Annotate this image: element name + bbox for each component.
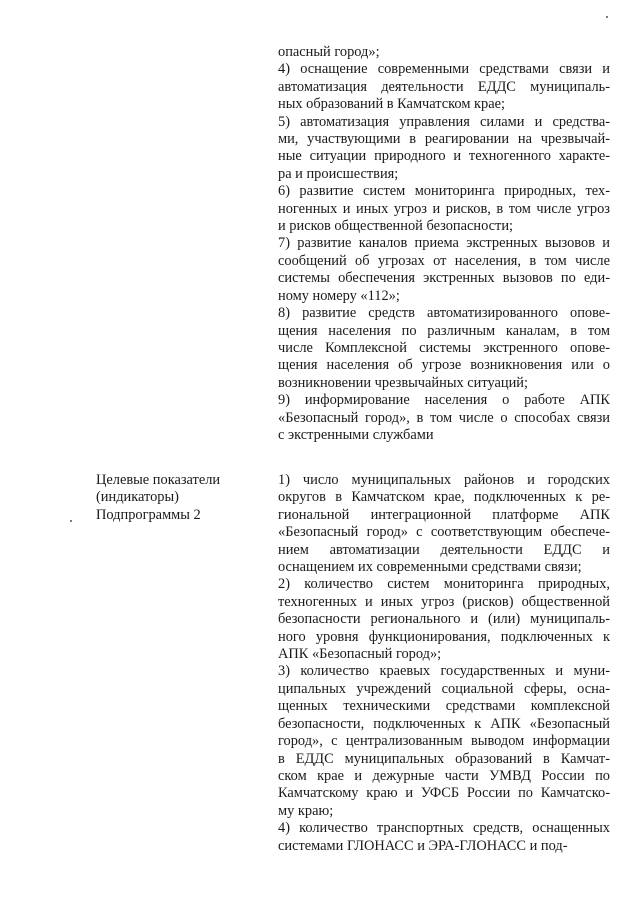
list-item xyxy=(278,392,610,444)
text-line: ми, участвующими в реагировании на чрезвычай- xyxy=(278,131,610,148)
label-line: Подпрограммы 2 xyxy=(96,506,201,523)
text-line: безопасности, подключенных к АПК «Безопасный xyxy=(278,715,610,732)
text-line: щенных техническими средствами комплексной xyxy=(278,698,610,715)
text-line: 2) количество систем мониторинга природных, xyxy=(278,576,610,593)
text-line: «Безопасный город» с соответствующим обеспече- xyxy=(278,524,610,541)
list-item xyxy=(278,305,610,392)
text-line: ском крае и дежурные части УМВД России по xyxy=(278,767,610,784)
text-line: ного уровня функционирования, подключенных к xyxy=(278,628,610,645)
text-line: 7) развитие каналов приема экстренных вызовов и xyxy=(278,235,610,252)
text-line: 1) число муниципальных районов и городских xyxy=(278,472,610,488)
text-line: системы обеспечения экстренных вызовов по еди- xyxy=(278,270,610,287)
text-line: числе Комплексной системы экстренного опове- xyxy=(278,339,610,356)
text-line: с экстренными службами xyxy=(278,426,434,443)
label-line: Целевые показатели xyxy=(96,472,221,488)
text-line: город», с централизованным выводом информации xyxy=(278,733,610,750)
list-item xyxy=(278,663,610,820)
text-line: ные ситуации природного и техногенного характе- xyxy=(278,148,610,165)
text-line: ципальных учреждений социальной сферы, осна- xyxy=(278,680,610,697)
list-item xyxy=(278,472,610,576)
list-item xyxy=(278,576,610,663)
text-line: 9) информирование населения о работе АПК xyxy=(278,392,610,409)
text-line: 4) оснащение современными средствами связи и xyxy=(278,61,610,78)
text-line: 4) количество транспортных средств, оснащенных xyxy=(278,820,610,837)
list-item xyxy=(278,44,610,61)
label-line: (индикаторы) xyxy=(96,489,179,506)
text-line: 6) развитие систем мониторинга природных, тех- xyxy=(278,183,610,200)
text-line: системами ГЛОНАСС и ЭРА-ГЛОНАСС и под- xyxy=(278,837,568,854)
scan-speck xyxy=(606,16,608,18)
list-item xyxy=(278,235,610,305)
text-line: оснащением их современными средствами связи; xyxy=(278,559,582,576)
list-item xyxy=(278,820,610,855)
list-item xyxy=(278,114,610,184)
text-line: возникновении чрезвычайных ситуаций; xyxy=(278,374,528,391)
text-line: 3) количество краевых государственных и муни- xyxy=(278,663,610,680)
text-line: 8) развитие средств автоматизированного опове- xyxy=(278,305,610,322)
goals-continuation-list xyxy=(278,44,610,444)
row-label-target-indicators xyxy=(96,472,256,524)
text-line: ра и происшествия; xyxy=(278,165,399,182)
text-line: щения населения по различным каналам, в том xyxy=(278,322,610,339)
text-line: 5) автоматизация управления силами и средства- xyxy=(278,113,610,130)
scan-speck xyxy=(70,520,72,522)
text-line: гиональной интеграционной платформе АПК xyxy=(278,506,610,523)
text-line: ногенных и иных угроз и рисков, в том числе угроз xyxy=(278,200,610,217)
text-line: щения населения об угрозе возникновения или о xyxy=(278,357,610,374)
text-line: АПК «Безопасный город»; xyxy=(278,646,442,663)
text-line: сообщений об угрозах от населения, в том числе xyxy=(278,252,610,269)
text-line: «Безопасный город», в том числе о способах связи xyxy=(278,409,610,426)
text-line: ному номеру «112»; xyxy=(278,287,400,304)
list-item xyxy=(278,61,610,113)
list-item xyxy=(278,183,610,235)
text-line: и рисков общественной безопасности; xyxy=(278,218,514,235)
text-line: округов в Камчатском крае, подключенных к ре- xyxy=(278,489,610,506)
text-line: Камчатскому краю и УФСБ России по Камчатско- xyxy=(278,785,610,802)
text-line: нием автоматизации деятельности ЕДДС и xyxy=(278,541,610,558)
text-line: му краю; xyxy=(278,802,334,819)
text-line: в ЕДДС муниципальных образований в Камчат- xyxy=(278,750,610,767)
text-line: ных образований в Камчатском крае; xyxy=(278,96,505,113)
text-line: техногенных и иных угроз (рисков) общественной xyxy=(278,593,610,610)
text-line: безопасности регионального и (или) муниципаль- xyxy=(278,611,610,628)
text-line: опасный город»; xyxy=(278,44,380,60)
text-line: автоматизация деятельности ЕДДС муниципаль- xyxy=(278,78,610,95)
target-indicators-list xyxy=(278,472,610,855)
